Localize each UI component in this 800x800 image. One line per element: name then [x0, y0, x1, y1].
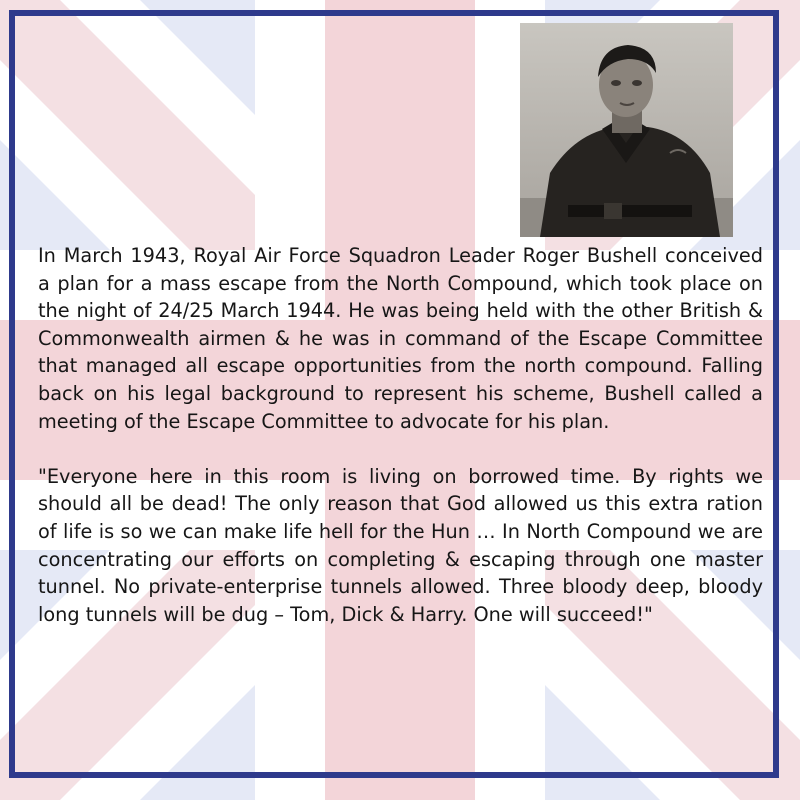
intro-paragraph: In March 1943, Royal Air Force Squadron Leader Roger Bushell conceived a plan for a mass escape from the North Compound, which took place on the night of 24/25 March 1944. He was being held with the other British & Commonwealth airmen & he was in command of the Escape Committee that managed all escape opportunities from the north compound. Falling back on his legal background to represent his scheme, Bushell called a meeting of the Escape Committee to advocate for his plan.	[38, 244, 763, 433]
article-body	[38, 242, 763, 628]
portrait-photo-icon	[520, 23, 733, 237]
quote-paragraph: "Everyone here in this room is living on borrowed time. By rights we should all be dead! The only reason that God allowed us this extra ration of life is so we can make life hell for the Hun … In North Compound we are concentrating our efforts on completing & escaping through one master tunnel. No private-enterprise tunnels allowed. Three bloody deep, bloody long tunnels will be dug – Tom, Dick & Harry. One will succeed!"	[38, 464, 763, 626]
